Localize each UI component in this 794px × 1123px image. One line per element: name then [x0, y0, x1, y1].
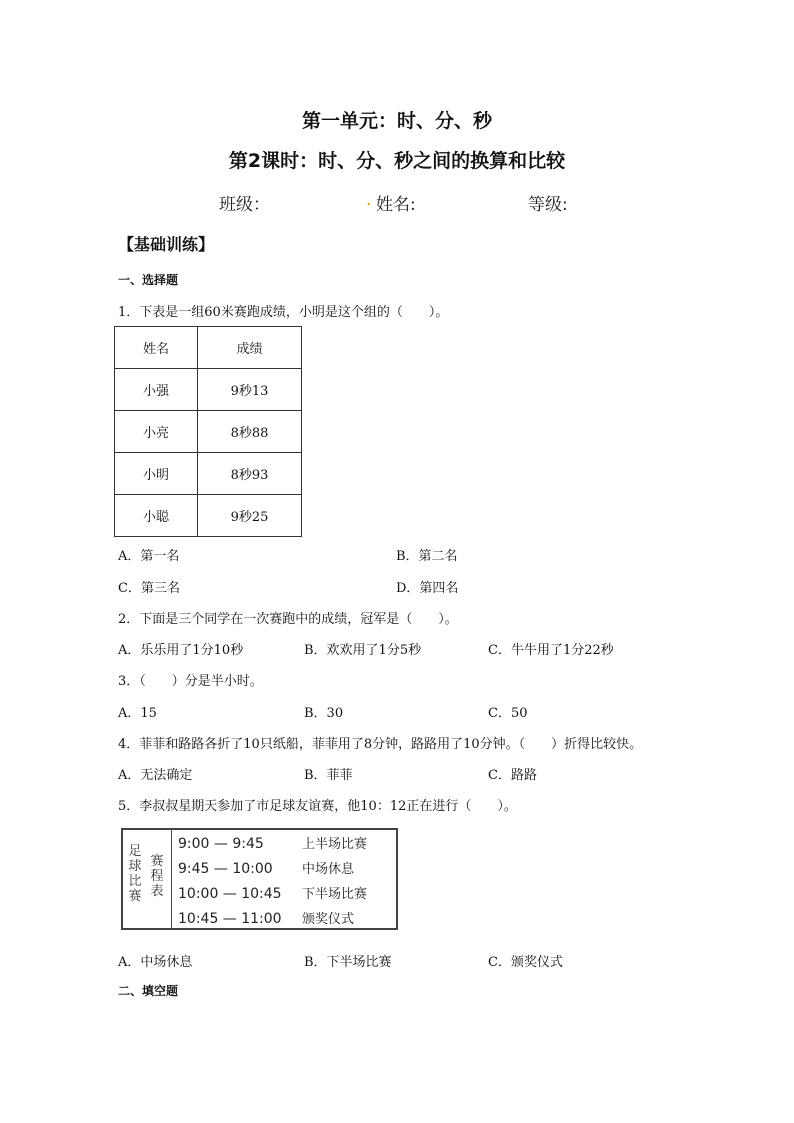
table-row: [115, 453, 302, 495]
table-cell: 小亮: [115, 411, 198, 453]
question-4: 4．菲菲和路路各折了10只纸船，菲菲用了8分钟，路路用了10分钟。（ ）折得比较快。: [118, 737, 643, 752]
q2-option-a: A．乐乐用了1分10秒: [118, 643, 244, 658]
name-dot: .: [366, 190, 372, 210]
schedule-event: 中场休息: [302, 862, 355, 877]
schedule-event: 下半场比赛: [302, 887, 368, 902]
schedule-label-right: 赛程表: [150, 854, 164, 899]
schedule-label-left: 足球比赛: [128, 844, 142, 904]
page-subtitle: 第2课时：时、分、秒之间的换算和比较: [228, 150, 566, 172]
q4-option-a: A．无法确定: [118, 768, 193, 783]
q3-option-a: A．15: [118, 706, 157, 721]
q3-option-b: B．30: [304, 706, 344, 721]
table-cell: 9秒25: [198, 495, 302, 537]
q1-option-a: A．第一名: [118, 549, 180, 564]
table-cell: 小聪: [115, 495, 198, 537]
table-row: [115, 411, 302, 453]
schedule-row: [178, 908, 354, 927]
schedule-time: 9:45 — 10:00: [178, 861, 273, 877]
table-cell: 9秒13: [198, 369, 302, 411]
fill-heading: 二、填空题: [118, 984, 179, 998]
table-header-row: [115, 327, 302, 369]
class-label: 班级：: [219, 195, 270, 215]
name-label: 姓名:: [376, 195, 416, 215]
schedule-event: 颁奖仪式: [302, 912, 355, 927]
q4-option-b: B．菲菲: [304, 768, 353, 783]
question-1: 1．下表是一组60米赛跑成绩，小明是这个组的（ ）。: [118, 305, 449, 320]
q2-option-c: C．牛牛用了1分22秒: [488, 643, 614, 658]
schedule-time: 10:45 — 11:00: [178, 911, 282, 927]
schedule-time: 10:00 — 10:45: [178, 886, 282, 902]
question-2: 2．下面是三个同学在一次赛跑中的成绩，冠军是（ ）。: [118, 612, 458, 627]
q5-option-c: C．颁奖仪式: [488, 955, 563, 970]
schedule-event: 上半场比赛: [302, 837, 368, 852]
schedule-divider: [171, 830, 172, 928]
table-header-cell: 成绩: [198, 327, 302, 369]
q1-option-c: C．第三名: [118, 581, 180, 596]
q3-option-c: C．50: [488, 706, 528, 721]
q5-option-a: A．中场休息: [118, 955, 193, 970]
schedule-row: [178, 883, 367, 902]
table-row: [115, 369, 302, 411]
section-heading: 【基础训练】: [118, 235, 215, 254]
schedule-time: 9:00 — 9:45: [178, 836, 264, 852]
table-cell: 8秒88: [198, 411, 302, 453]
score-table: [114, 326, 302, 537]
match-schedule-image: [121, 828, 398, 930]
table-cell: 小强: [115, 369, 198, 411]
question-3: 3．（ ）分是半小时。: [118, 674, 263, 689]
table-header-cell: 姓名: [115, 327, 198, 369]
q2-option-b: B．欢欢用了1分5秒: [304, 643, 422, 658]
table-row: [115, 495, 302, 537]
table-cell: 8秒93: [198, 453, 302, 495]
table-cell: 小明: [115, 453, 198, 495]
q4-option-c: C．路路: [488, 768, 537, 783]
choice-heading: 一、选择题: [118, 273, 179, 287]
question-5: 5．李叔叔星期天参加了市足球友谊赛，他10：12正在进行（ ）。: [118, 799, 517, 814]
q5-option-b: B．下半场比赛: [304, 955, 392, 970]
page-title: 第一单元：时、分、秒: [301, 110, 492, 132]
schedule-row: [178, 858, 354, 877]
q1-option-b: B．第二名: [396, 549, 458, 564]
q1-option-d: D．第四名: [396, 581, 459, 596]
grade-label: 等级:: [528, 195, 568, 215]
schedule-row: [178, 833, 367, 852]
